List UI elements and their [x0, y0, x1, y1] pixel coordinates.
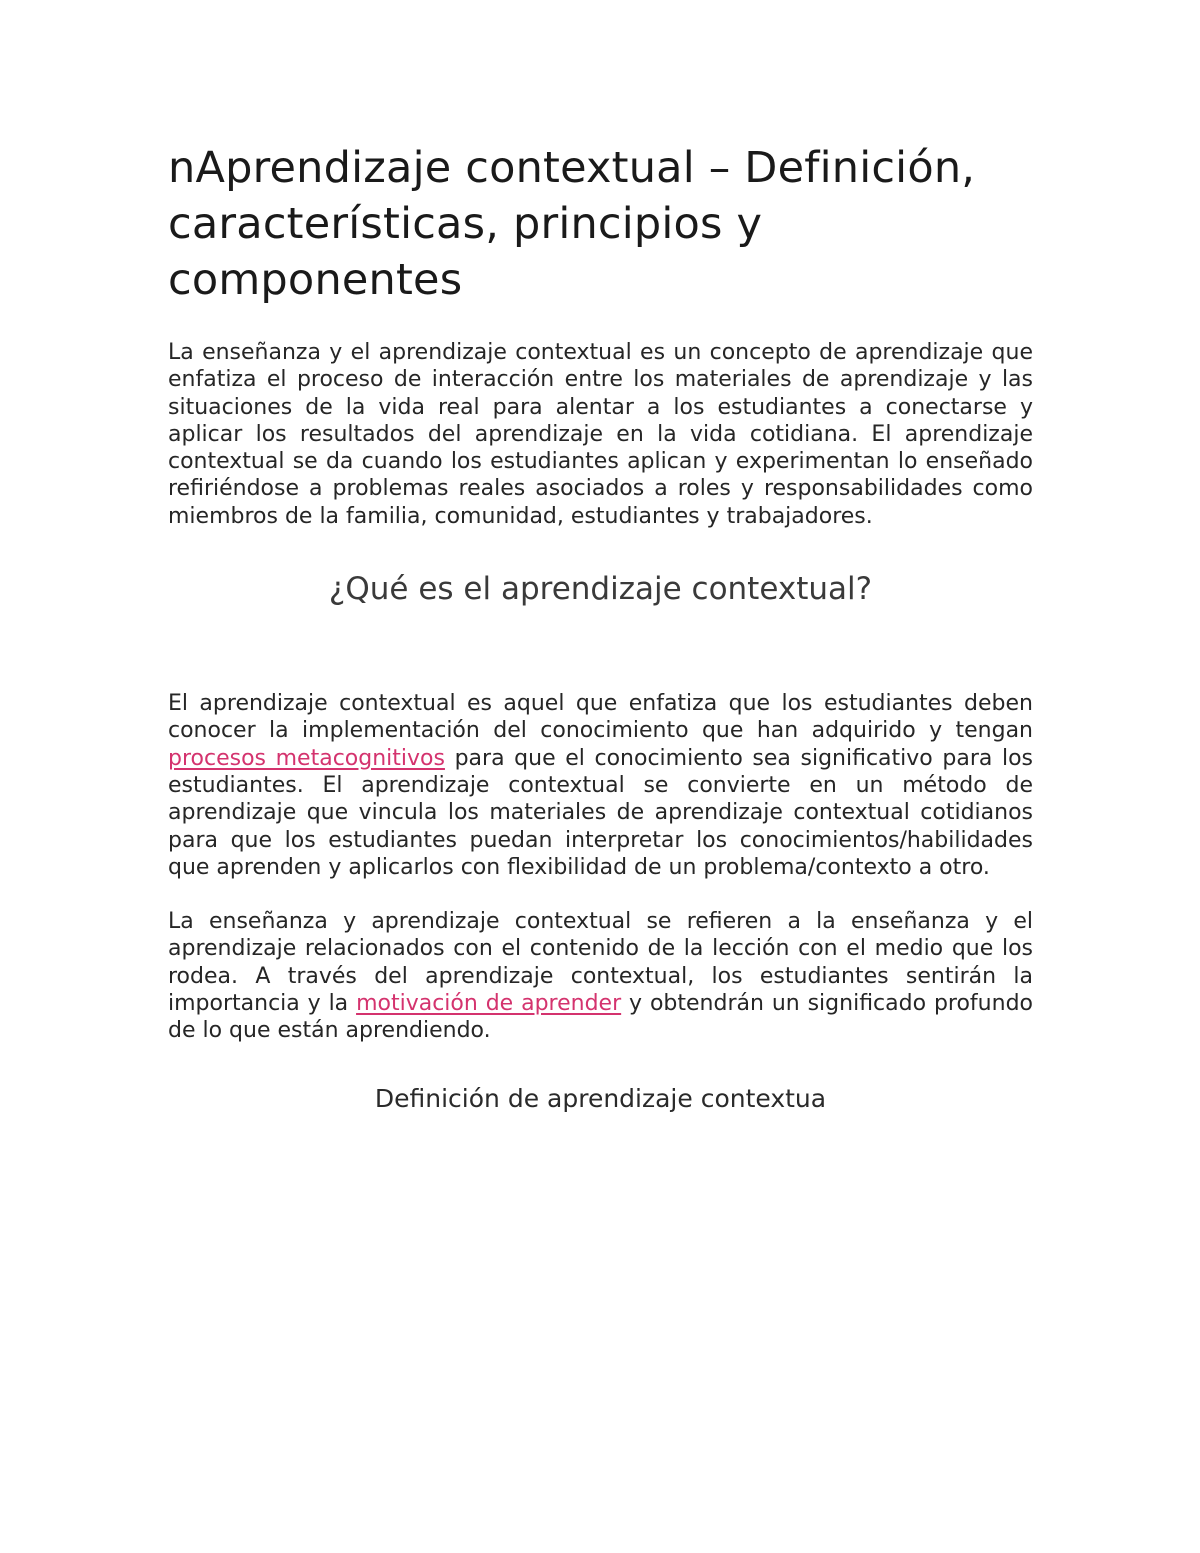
paragraph-2-text-before-link: La enseñanza y aprendizaje contextual se refieren a la enseñanza y el aprendizaje relacionados con el contenido de la lección con el medio que los rodea. A través del aprendizaje contextual, los estudiantes sentirán la importancia y la	[168, 909, 1033, 1017]
paragraph-1-text-after-link: para que el conocimiento sea significativo para los estudiantes. El aprendizaje contextual se convierte en un método de aprendizaje que vincula los materiales de aprendizaje contextual cotidianos para que los estudiantes puedan interpretar los conocimientos/habilidades que aprenden y aplicarlos con flexibilidad de un problema/contexto a otro.	[168, 745, 1033, 880]
section-heading: ¿Qué es el aprendizaje contextual?	[328, 571, 873, 608]
paragraph-1-text-before-link: El aprendizaje contextual es aquel que enfatiza que los estudiantes deben conocer la implementación del conocimiento que han adquirido y tengan	[168, 691, 1033, 744]
link-procesos-metacognitivos[interactable]: procesos metacognitivos	[168, 745, 445, 771]
document-content	[168, 140, 1033, 1115]
definition-paragraph-2	[168, 908, 1033, 1044]
paragraph-2-text-after-link: y obtendrán un significado profundo de lo que están aprendiendo.	[168, 991, 1033, 1044]
link-motivacion-de-aprender[interactable]: motivación de aprender	[356, 991, 622, 1017]
definition-subheading: Definición de aprendizaje contextua	[374, 1083, 827, 1113]
intro-paragraph: La enseñanza y el aprendizaje contextual es un concepto de aprendizaje que enfatiza el proceso de interacción entre los materiales de aprendizaje y las situaciones de la vida real para alentar a los estudiantes a conectarse y aplicar los resultados del aprendizaje en la vida cotidiana. El aprendizaje contextual se da cuando los estudiantes aplican y experimentan lo enseñado refiriéndose a problemas reales asociados a roles y responsabilidades como miembros de la familia, comunidad, estudiantes y trabajadores.	[168, 340, 1033, 529]
definition-paragraph-1	[168, 690, 1033, 881]
page-title: nAprendizaje contextual – Definición, características, principios y componentes	[168, 143, 976, 305]
